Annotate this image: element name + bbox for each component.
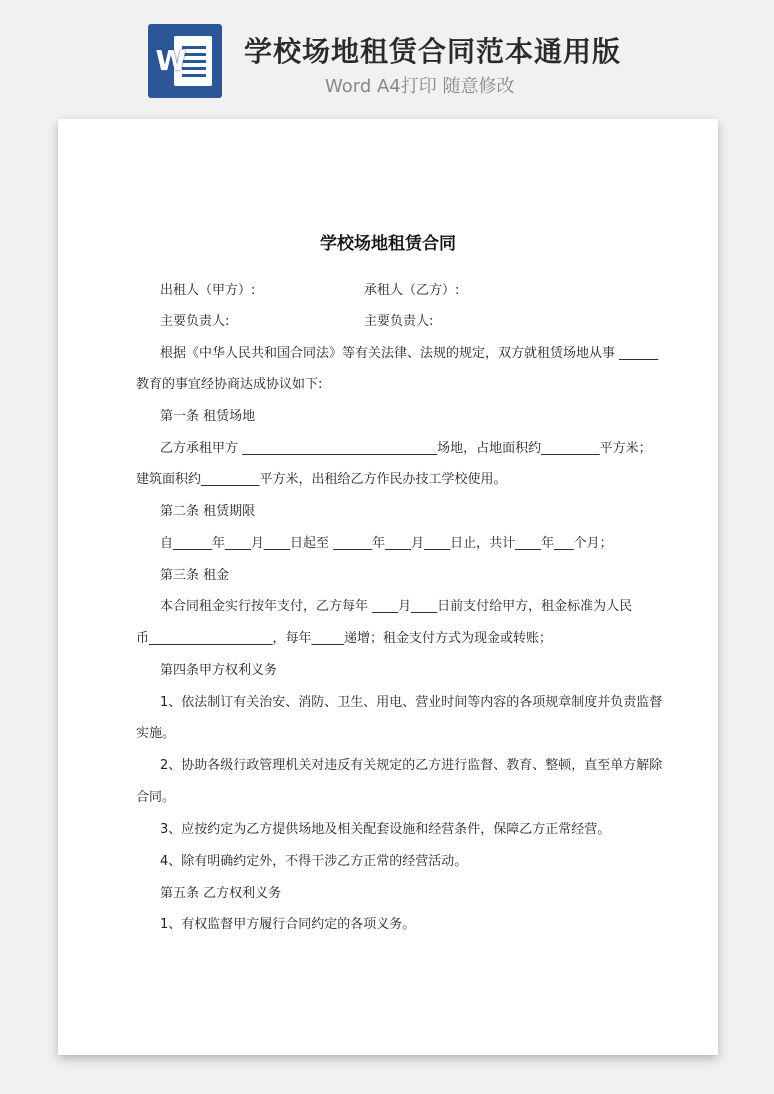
page-subtitle: Word A4打印 随意修改 bbox=[325, 76, 515, 97]
article-heading: 第五条 乙方权利义务 bbox=[160, 886, 282, 901]
word-logo-letter: W bbox=[155, 44, 187, 77]
paragraph-line: 教育的事宜经协商达成协议如下: bbox=[136, 377, 323, 392]
document-title: 学校场地租赁合同 bbox=[320, 234, 456, 254]
lessee-field: 承租人（乙方）: bbox=[364, 283, 460, 298]
page-header bbox=[0, 0, 774, 110]
page-title: 学校场地租赁合同范本通用版 bbox=[244, 35, 622, 68]
article-heading: 第二条 租赁期限 bbox=[160, 504, 256, 519]
paragraph-line: 3、应按约定为乙方提供场地及相关配套设施和经营条件，保障乙方正常经营。 bbox=[160, 822, 611, 837]
paragraph-line: 根据《中华人民共和国合同法》等有关法律、法规的规定，双方就租赁场地从事 ______ bbox=[160, 346, 659, 361]
article-heading: 第三条 租金 bbox=[160, 568, 230, 583]
paragraph-line: 1、有权监督甲方履行合同约定的各项义务。 bbox=[160, 917, 416, 932]
lessor-field: 出租人（甲方）: bbox=[160, 283, 256, 298]
paragraph-line: 乙方承租甲方 ______________________________场地，占地面积约_________平方米； bbox=[160, 441, 652, 456]
paragraph-line: 1、依法制订有关治安、消防、卫生、用电、营业时间等内容的各项规章制度并负责监督 bbox=[160, 695, 663, 710]
article-heading: 第四条甲方权利义务 bbox=[160, 663, 278, 678]
paragraph-line: 合同。 bbox=[136, 790, 176, 805]
paragraph-line: 本合同租金实行按年支付，乙方每年 ____月____日前支付给甲方，租金标准为人民 bbox=[160, 599, 633, 614]
lessor-manager-field: 主要负责人: bbox=[160, 314, 230, 329]
document-page bbox=[58, 119, 718, 1055]
article-heading: 第一条 租赁场地 bbox=[160, 409, 256, 424]
paragraph-line: 2、协助各级行政管理机关对违反有关规定的乙方进行监督、教育、整顿，直至单方解除 bbox=[160, 758, 663, 773]
lessee-manager-field: 主要负责人: bbox=[364, 314, 434, 329]
paragraph-line: 建筑面积约_________平方米，出租给乙方作民办技工学校使用。 bbox=[136, 472, 507, 487]
paragraph-line: 4、除有明确约定外，不得干涉乙方正常的经营活动。 bbox=[160, 854, 468, 869]
word-document-icon bbox=[148, 24, 222, 98]
paragraph-line: 实施。 bbox=[136, 726, 176, 741]
paragraph-line: 币___________________，每年_____递增；租金支付方式为现金或转账； bbox=[136, 631, 553, 646]
paragraph-line: 自______年____月____日起至 ______年____月____日止，共计____年___个月； bbox=[160, 536, 613, 551]
